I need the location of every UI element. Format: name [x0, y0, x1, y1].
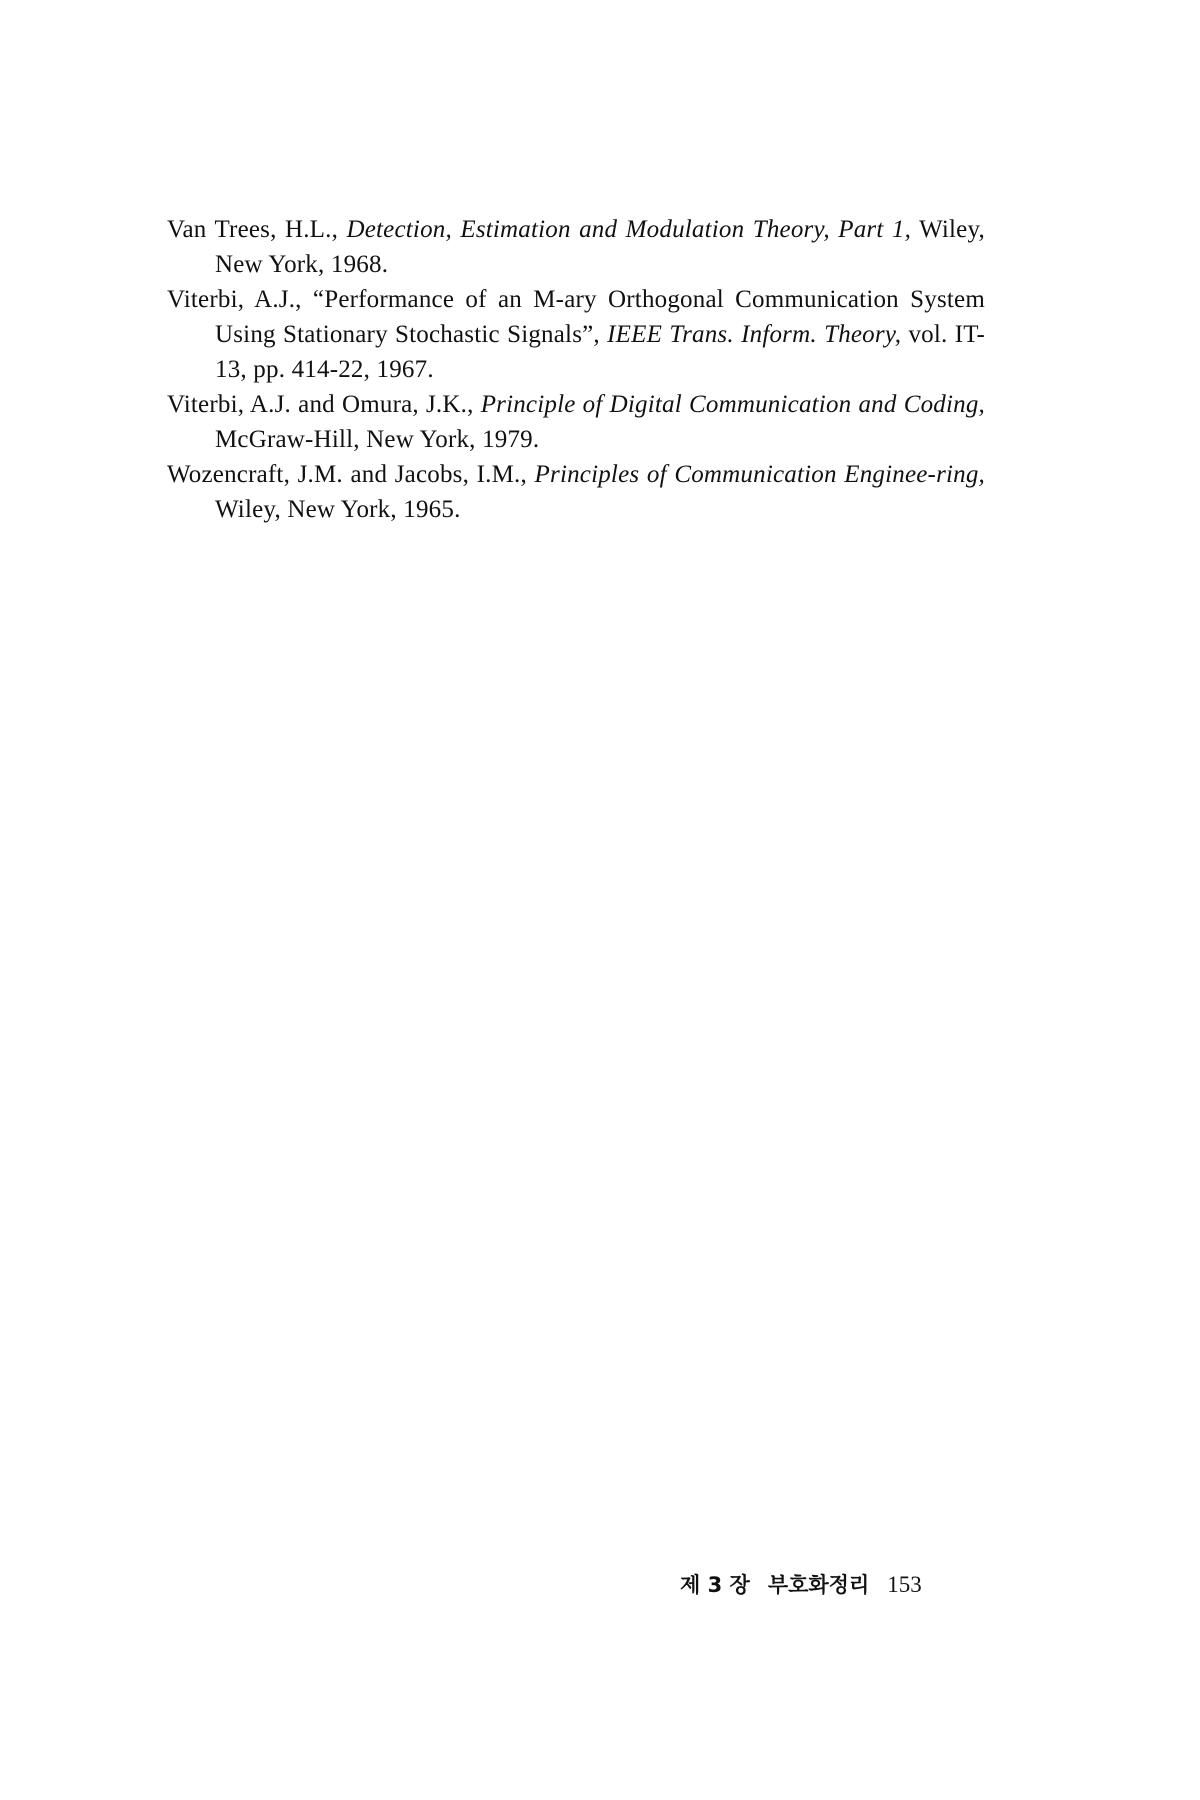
- reference-authors: Wozencraft, J.M. and Jacobs, I.M.,: [167, 461, 535, 488]
- footer-chapter: 제 3 장: [680, 1573, 750, 1597]
- reference-authors: Viterbi, A.J.,: [167, 286, 313, 313]
- running-footer: [680, 1570, 1000, 1600]
- reference-authors: Van Trees, H.L.,: [167, 216, 347, 243]
- page-number: 153: [887, 1572, 922, 1597]
- reference-entry: [167, 457, 985, 527]
- reference-title: Principles of Communication Enginee-ring,: [534, 461, 985, 488]
- reference-entry: [167, 387, 985, 457]
- reference-volume-pages: vol. IT-13, pp. 414-22, 1967.: [215, 321, 985, 383]
- reference-list: [167, 212, 985, 527]
- reference-publisher: Wiley, New York, 1965.: [215, 496, 461, 523]
- reference-journal: IEEE Trans. Inform. Theory,: [607, 321, 902, 348]
- footer-section-title: 부호화정리: [767, 1573, 870, 1597]
- reference-title: Principle of Digital Communication and Coding,: [480, 391, 985, 418]
- reference-title: Detection, Estimation and Modulation Theory, Part 1,: [346, 216, 912, 243]
- reference-publisher: Wiley, New York, 1968.: [215, 216, 985, 278]
- reference-publisher: McGraw-Hill, New York, 1979.: [215, 426, 540, 453]
- reference-entry: [167, 212, 985, 282]
- reference-entry: [167, 282, 985, 387]
- reference-authors: Viterbi, A.J. and Omura, J.K.,: [167, 391, 481, 418]
- reference-article-title: “Performance of an M-ary Orthogonal Communication System Using Stationary Stochastic Signals”,: [215, 286, 985, 348]
